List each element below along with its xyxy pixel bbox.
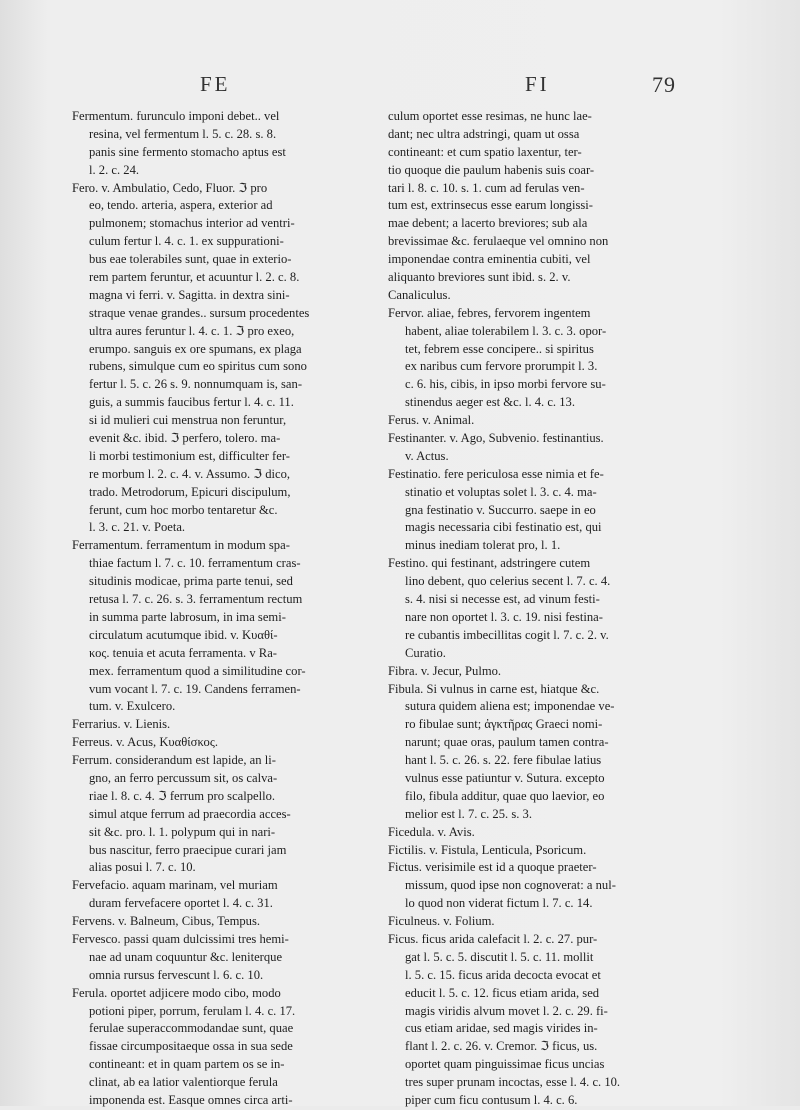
text-line: bus eae tolerabiles sunt, quae in exterio-	[89, 252, 292, 267]
text-line: v. Actus.	[405, 448, 449, 463]
text-line: evenit &c. ibid. ℑ perfero, tolero. ma-	[89, 431, 281, 446]
text-line: educit l. 5. c. 12. ficus etiam arida, sed	[405, 985, 600, 1000]
text-line: Fervens. v. Balneum, Cibus, Tempus.	[72, 914, 261, 929]
text-line: Fibra. v. Jecur, Pulmo.	[388, 663, 502, 678]
text-line: l. 5. c. 15. ficus arida decocta evocat et	[405, 967, 601, 982]
text-line: li morbi testimonium est, difficulter fer-	[89, 448, 290, 463]
running-head-left: FE	[200, 72, 231, 96]
text-line: flant l. 2. c. 26. v. Cremor. ℑ ficus, us.	[405, 1039, 598, 1054]
text-line: c. 6. his, cibis, in ipso morbi fervore su-	[405, 377, 606, 392]
text-line: bus nascitur, ferro praecipue curari jam	[89, 842, 287, 857]
text-line: Ferramentum. ferramentum in modum spa-	[72, 538, 290, 553]
text-line: rubens, simulque cum eo spiritus cum sono	[89, 359, 307, 374]
text-line: stinatio et voluptas solet l. 3. c. 4. ma-	[405, 484, 597, 499]
text-line: re cubantis imbecillitas cogit l. 7. c. 2. v.	[405, 627, 609, 642]
text-line: Ferula. oportet adjicere modo cibo, modo	[72, 985, 281, 1000]
text-line: vum vocant l. 7. c. 19. Candens ferramen-	[89, 681, 301, 696]
text-line: si id mulieri cui menstrua non feruntur,	[89, 413, 287, 428]
text-line: aliquanto breviores sunt ibid. s. 2. v.	[388, 270, 571, 285]
text-line: fertur l. 5. c. 26 s. 9. nonnumquam is, san-	[89, 377, 303, 392]
text-line: tari l. 8. c. 10. s. 1. cum ad ferulas ven-	[388, 180, 585, 195]
text-line: thiae factum l. 7. c. 10. ferramentum cras-	[89, 556, 301, 571]
text-line: Ficulneus. v. Folium.	[388, 914, 495, 929]
text-line: straque venae grandes.. sursum procedentes	[89, 305, 310, 320]
text-line: mex. ferramentum quod a similitudine cor-	[89, 663, 306, 678]
text-line: magna vi ferri. v. Sagitta. in dextra sini-	[89, 287, 290, 302]
text-line: Festino. qui festinant, adstringere cutem	[388, 556, 591, 571]
text-line: panis sine fermento stomacho aptus est	[89, 144, 286, 159]
text-line: sit &c. pro. l. 1. polypum qui in nari-	[89, 824, 276, 839]
text-line: alias posui l. 7. c. 10.	[89, 860, 196, 875]
text-line: re morbum l. 2. c. 4. v. Assumo. ℑ dico,	[89, 466, 291, 481]
text-line: guis, a summis faucibus fertur l. 4. c. 11.	[89, 395, 294, 410]
text-line: culum fertur l. 4. c. 1. ex suppurationi-	[89, 234, 284, 249]
text-line: Ferrum. considerandum est lapide, an li-	[72, 753, 276, 768]
text-line: lo quod non viderat fictum l. 7. c. 14.	[405, 896, 593, 911]
text-line: trado. Metrodorum, Epicuri discipulum,	[89, 484, 291, 499]
text-line: κος. tenuia et acuta ferramenta. v Ra-	[89, 645, 277, 660]
text-line: gno, an ferro percussum sit, os calva-	[89, 770, 278, 785]
text-line: Fermentum. furunculo imponi debet.. vel	[72, 109, 280, 123]
text-line: oportet quam pinguissimae ficus uncias	[405, 1057, 605, 1072]
running-head-right: FI	[525, 72, 550, 96]
text-line: imponendae contra eminentia cubiti, vel	[388, 252, 591, 267]
text-line: dant; nec ultra adstringi, quam ut ossa	[388, 126, 580, 141]
text-line: ro fibulae sunt; ἀγκτῆρας Graeci nomi-	[405, 717, 603, 732]
text-line: l. 3. c. 21. v. Poeta.	[89, 520, 186, 535]
text-line: culum oportet esse resimas, ne hunc lae-	[388, 109, 592, 123]
text-line: Fervesco. passi quam dulcissimi tres hemi-	[72, 931, 289, 946]
text-line: minus inediam tolerat pro, l. 1.	[405, 538, 561, 553]
text-line: contineant: et in quam partem os se in-	[89, 1057, 285, 1072]
text-line: cus etiam aridae, sed magis virides in-	[405, 1021, 598, 1036]
text-line: erumpo. sanguis ex ore spumans, ex plaga	[89, 341, 302, 356]
text-line: Fervor. aliae, febres, fervorem ingentem	[388, 305, 591, 320]
text-line: Ferus. v. Animal.	[388, 413, 475, 428]
text-line: nare non oportet l. 3. c. 19. nisi festina-	[405, 609, 603, 624]
text-line: situdinis modicae, prima parte tenui, sed	[89, 574, 293, 589]
text-line: Ferreus. v. Acus, Κυαθίσκος.	[72, 735, 218, 750]
text-line: tres super prunam incoctas, esse l. 4. c. 10.	[405, 1075, 621, 1090]
text-line: magis necessaria cibi festinatio est, qui	[405, 520, 602, 535]
text-line: ferulae superaccommodandae sunt, quae	[89, 1021, 294, 1036]
text-line: tio quoque die paulum habenis suis coar-	[388, 162, 595, 177]
text-line: mae debent; a lacerto breviores; sub ala	[388, 216, 588, 231]
left-column	[72, 108, 376, 1110]
text-line: clinat, ab ea latior valentiorque ferula	[89, 1075, 278, 1090]
text-line: Ferrarius. v. Lienis.	[72, 717, 171, 732]
right-column	[388, 108, 693, 1110]
text-line: riae l. 8. c. 4. ℑ ferrum pro scalpello.	[89, 788, 276, 803]
text-line: Fervefacio. aquam marinam, vel muriam	[72, 878, 278, 893]
text-line: stinendus aeger est &c. l. 4. c. 13.	[405, 395, 575, 410]
text-line: Fictus. verisimile est id a quoque praeter-	[388, 860, 597, 875]
text-line: ex naribus cum fervore prorumpit l. 3.	[405, 359, 598, 374]
text-line: Fibula. Si vulnus in carne est, hiatque &c.	[388, 681, 600, 696]
text-line: ultra aures feruntur l. 4. c. 1. ℑ pro exeo,	[89, 323, 295, 338]
text-line: habent, aliae tolerabilem l. 3. c. 3. opor-	[405, 323, 607, 338]
text-line: retusa l. 7. c. 26. s. 3. ferramentum rectum	[89, 592, 303, 607]
text-line: l. 2. c. 24.	[89, 162, 140, 177]
text-line: tum est, extrinsecus esse earum longissi-	[388, 198, 593, 213]
text-line: ferunt, cum hoc morbo tentaretur &c.	[89, 502, 278, 517]
text-line: sutura quidem aliena est; imponendae ve-	[405, 699, 615, 714]
text-line: Festinatio. fere periculosa esse nimia et fe-	[388, 466, 604, 481]
text-line: in summa parte labrosum, in ima semi-	[89, 609, 286, 624]
text-line: vulnus esse patiuntur v. Sutura. excepto	[405, 770, 605, 785]
text-line: resina, vel fermentum l. 5. c. 28. s. 8.	[89, 126, 277, 141]
text-line: tet, febrem esse concipere.. si spiritus	[405, 341, 594, 356]
text-line: imponenda est. Easque omnes circa arti-	[89, 1092, 293, 1107]
text-line: brevissimae &c. ferulaeque vel omnino non	[388, 234, 609, 249]
text-line: omnia rursus fervescunt l. 6. c. 10.	[89, 967, 264, 982]
text-line: Festinanter. v. Ago, Subvenio. festinantius.	[388, 431, 604, 446]
text-line: melior est l. 7. c. 25. s. 3.	[405, 806, 532, 821]
text-line: filo, fibula additur, quae quo laevior, eo	[405, 788, 605, 803]
text-line: hant l. 5. c. 26. s. 22. fere fibulae latius	[405, 753, 602, 768]
text-line: s. 4. nisi si necesse est, ad vinum festi-	[405, 592, 600, 607]
text-line: duram fervefacere oportet l. 4. c. 31.	[89, 896, 273, 911]
text-line: Canaliculus.	[388, 287, 451, 302]
text-line: simul atque ferrum ad praecordia acces-	[89, 806, 291, 821]
text-line: lino debent, quo celerius secent l. 7. c. 4.	[405, 574, 611, 589]
text-line: rem partem feruntur, et acuuntur l. 2. c. 8.	[89, 270, 300, 285]
text-line: tum. v. Exulcero.	[89, 699, 176, 714]
text-line: magis viridis alvum movet l. 2. c. 29. fi-	[405, 1003, 608, 1018]
text-line: Ficus. ficus arida calefacit l. 2. c. 27. pur-	[388, 931, 598, 946]
text-line: Fictilis. v. Fistula, Lenticula, Psoricum.	[388, 842, 587, 857]
text-line: eo, tendo. arteria, aspera, exterior ad	[89, 198, 273, 213]
text-line: piper cum ficu contusum l. 4. c. 6.	[405, 1092, 578, 1107]
text-line: missum, quod ipse non cognoverat: a nul-	[405, 878, 616, 893]
text-line: narunt; quae oras, paulum tamen contra-	[405, 735, 609, 750]
text-line: Ficedula. v. Avis.	[388, 824, 475, 839]
text-line: fissae circumpositaeque ossa in sua sede	[89, 1039, 293, 1054]
text-line: potioni piper, porrum, ferulam l. 4. c. 17.	[89, 1003, 296, 1018]
text-line: pulmonem; stomachus interior ad ventri-	[89, 216, 295, 231]
page-number: 79	[652, 72, 676, 97]
text-line: Curatio.	[405, 645, 446, 660]
text-line: Fero. v. Ambulatio, Cedo, Fluor. ℑ pro	[72, 180, 268, 195]
text-line: nae ad unam coquuntur &c. leniterque	[89, 949, 283, 964]
text-line: gat l. 5. c. 5. discutit l. 5. c. 11. mollit	[405, 949, 594, 964]
text-line: contineant: et cum spatio laxentur, ter-	[388, 144, 582, 159]
text-line: gna festinatio v. Succurro. saepe in eo	[405, 502, 596, 517]
text-line: circulatum acutumque ibid. v. Κυαθί-	[89, 627, 278, 642]
